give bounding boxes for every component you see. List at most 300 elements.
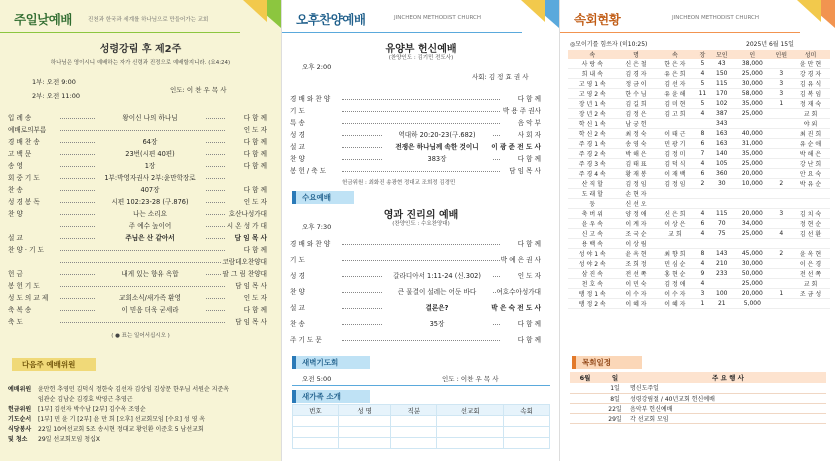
order-row <box>0 316 281 327</box>
cell-group-cell: 4 <box>694 109 710 119</box>
cell-group-cell: 1 <box>694 299 710 309</box>
order-item-leader: 시 온 성 가 대 <box>226 222 267 230</box>
cell-group-cell: 100 <box>710 289 733 299</box>
cell-group-cell: 교 회 <box>791 279 830 289</box>
cell-group-cell <box>655 189 694 199</box>
cell-group-cell: 30 <box>710 179 733 189</box>
cell-group-cell <box>772 199 791 209</box>
order-item-leader: 담 임 목 사 <box>234 234 267 242</box>
cell-group-cell: 3 <box>694 289 710 299</box>
cell-group-cell <box>772 149 791 159</box>
cell-group-cell: 6 <box>694 139 710 149</box>
order-item-label: 봉 헌 / 축 도 <box>290 167 327 175</box>
cell-group-cell: 주 경 1 속 <box>568 139 617 149</box>
order-row <box>0 208 281 219</box>
order-row <box>0 232 281 243</box>
cell-group-cell: 강 난 희 <box>791 159 830 169</box>
next-committee-row <box>8 404 146 413</box>
order-item-label: 헌 금 <box>8 270 23 278</box>
cell-group-cell: 장 년 2 속 <box>568 109 617 119</box>
cell-group-cell: 김 미 현 <box>655 99 694 109</box>
order-item-leader: 다 함 께 <box>243 306 267 314</box>
cell-table-header: 인 <box>733 50 772 59</box>
wednesday-title-text: 수요예배 <box>302 193 331 202</box>
cell-group-cell: 황 재 봉 <box>617 169 656 179</box>
cell-group-cell: 한 수 님 <box>617 89 656 99</box>
cell-table-header: 속 <box>655 50 694 59</box>
order-item-content: 35장 <box>382 318 492 328</box>
next-committee-label: 및 청소 <box>8 436 28 443</box>
order-item-content: 큰 물결이 설레는 어둔 바다 <box>382 286 492 296</box>
order-item-label: 경 배 찬 송 <box>8 138 40 146</box>
order-item-label: 예배로의부름 <box>8 126 47 134</box>
order-row <box>0 124 281 135</box>
next-committee-value: [1부] 민 윤 기 [2부] 윤 만 희 [오후] 선교회모임 [수요] 성 영 옥 <box>38 416 206 423</box>
bulletin-date: 2025년 6월 15일 <box>746 41 794 48</box>
order-dots <box>60 318 225 323</box>
order-item-leader: 여호수아성가대 <box>496 288 541 296</box>
schedule-cell: 29일 <box>600 413 630 423</box>
new-family-title-text: 새가족 소개 <box>302 392 341 401</box>
order-item-label: 설 교 <box>290 304 305 312</box>
order-item-leader: 다 함 께 <box>517 320 541 328</box>
cell-group-row <box>568 229 830 239</box>
cell-group-cell: 34,000 <box>733 219 772 229</box>
cell-group-row <box>568 109 830 119</box>
sermon-subtitle: (찬양인도 : 김기민 전도사) <box>388 55 454 61</box>
cell-group-cell <box>772 59 791 69</box>
cell-group-cell: 김 정 미 <box>655 149 694 159</box>
cell-group-cell: 김 정 임 <box>617 179 656 189</box>
cell-group-cell: 양 정 애 <box>617 209 656 219</box>
cell-group-row <box>568 129 830 139</box>
cell-group-cell <box>791 189 830 199</box>
order-item-label: 설 교 <box>290 143 305 151</box>
schedule-header: 일 <box>600 372 630 383</box>
cell-group-cell: 정 현 순 <box>791 219 830 229</box>
cell-group-cell: 강 경 자 <box>791 69 830 79</box>
schedule-section-title <box>572 356 642 369</box>
header-subtitle: JINCHEON METHODIST CHURCH <box>394 15 482 21</box>
order-item-leader: 호산나성가대 <box>228 210 267 218</box>
order-row <box>282 270 559 281</box>
cell-group-row <box>568 59 830 69</box>
dawn-presider: 인도 : 이찬 우 목 사 <box>442 375 499 383</box>
cell-group-cell: 유 은 희 <box>655 69 694 79</box>
cell-group-cell: 전 선 쪽 <box>617 269 656 279</box>
schedule-cell <box>570 403 600 413</box>
order-item-label: 회 중 기 도 <box>8 174 40 182</box>
wednesday-section-title <box>292 191 354 204</box>
cell-group-row <box>568 219 830 229</box>
cell-group-cell <box>710 189 733 199</box>
order-item-leader: 다 함 께 <box>517 95 541 103</box>
schedule-cell <box>570 413 600 423</box>
order-row <box>0 196 281 207</box>
cell-table-header: 속 <box>568 50 617 59</box>
cell-group-cell: 산 직 할 <box>568 179 617 189</box>
cell-group-cell: 최 정 숙 <box>617 129 656 139</box>
cell-group-cell <box>772 299 791 309</box>
sermon-title: 성령강림 후 제2주 <box>99 44 182 55</box>
order-row <box>0 148 281 159</box>
cell-group-cell: 5 <box>694 59 710 69</box>
cell-group-cell: 김 치 숙 <box>791 209 830 219</box>
order-item-leader: 이 광 준 전 도 사 <box>491 143 541 151</box>
order-item-leader: 인 도 자 <box>517 272 541 280</box>
order-item-content: 교회소식/새가족 환영 <box>95 292 205 302</box>
next-committee-label: 식당봉사 <box>8 426 32 433</box>
cell-group-cell: 25,000 <box>733 159 772 169</box>
order-item-content: 갈라디아서 1:11-24 (신.302) <box>382 270 492 280</box>
corner-decoration-accent <box>797 0 821 22</box>
cell-group-cell <box>710 279 733 289</box>
order-item-content: 왕이신 나의 하나님 <box>95 112 205 122</box>
cell-group-cell <box>772 129 791 139</box>
cell-group-cell: 35,000 <box>733 99 772 109</box>
order-item-label: 찬 송 <box>8 186 23 194</box>
order-row <box>282 165 559 176</box>
order-item-label: 성 경 <box>290 272 305 280</box>
order-item-label: 찬 송 <box>290 320 305 328</box>
cell-group-cell: 남 궁 헌 <box>617 119 656 129</box>
dawn-prayer-section-title <box>292 356 370 369</box>
cell-table-header: 성미 <box>791 50 830 59</box>
cell-group-cell: 김 선 자 <box>655 79 694 89</box>
cell-table-header: 모인 <box>710 50 733 59</box>
header-subtitle: JINCHEON METHODIST CHURCH <box>672 15 760 21</box>
cell-group-row <box>568 279 830 289</box>
order-item-label: 찬 양 <box>290 288 305 296</box>
sermon-title: 유양부 헌신예배 <box>385 44 457 55</box>
cell-group-cell: 20,000 <box>733 209 772 219</box>
next-committee-label: 기도순서 <box>8 416 32 423</box>
next-committee-row <box>8 424 204 433</box>
order-row <box>282 334 559 345</box>
cell-group-cell: 민 심 순 <box>655 259 694 269</box>
cell-group-row <box>568 289 830 299</box>
cell-group-cell: 김 태 표 <box>617 159 656 169</box>
cell-group-cell: 주 경 4 속 <box>568 169 617 179</box>
cell-table-header: 인원 <box>772 50 791 59</box>
cell-group-cell: 50,000 <box>733 269 772 279</box>
cell-group-cell: 25,000 <box>733 69 772 79</box>
cell-group-cell <box>655 119 694 129</box>
next-committee-label: 예배위원 <box>8 386 32 393</box>
order-item-label: 고 백 문 <box>8 150 32 158</box>
cell-group-cell: 40,000 <box>733 129 772 139</box>
schedule-row <box>570 403 826 413</box>
cell-group-cell: 손 현 자 <box>617 189 656 199</box>
schedule-row <box>570 383 826 393</box>
order-item-leader: 코람데오찬양대 <box>222 258 267 266</box>
wednesday-sermon-subtitle: (찬양인도 : 수요찬양대) <box>392 221 450 227</box>
order-dots <box>342 107 500 112</box>
cell-group-cell: 25,000 <box>733 109 772 119</box>
cell-group-row <box>568 119 830 129</box>
cell-group-cell: 35,000 <box>733 149 772 159</box>
cell-group-row <box>568 79 830 89</box>
cell-group-cell: 최 향 희 <box>655 249 694 259</box>
cell-group-cell: 38,000 <box>733 59 772 69</box>
cell-group-cell: 170 <box>710 89 733 99</box>
cell-group-cell: 20,000 <box>733 289 772 299</box>
cell-group-cell <box>772 119 791 129</box>
cell-group-cell: 143 <box>710 249 733 259</box>
order-item-content: 나는 소리요 <box>95 208 205 218</box>
order-item-leader: 박 용 주 권사 <box>502 107 541 115</box>
cell-group-cell: 희 내 속 <box>568 69 617 79</box>
order-dots <box>60 126 225 131</box>
order-item-label: 경 배 와 찬 양 <box>290 240 331 248</box>
cell-group-row <box>568 199 830 209</box>
cell-group-cell: 이 수 자 <box>655 289 694 299</box>
schedule-cell: 22일 <box>600 403 630 413</box>
cell-group-panel <box>559 0 835 461</box>
order-row <box>282 153 559 164</box>
order-dots <box>60 258 225 263</box>
cell-group-cell <box>733 189 772 199</box>
cell-group-cell: 11 <box>694 89 710 99</box>
cell-group-cell: 4 <box>694 69 710 79</box>
cell-group-cell: 이 상 림 <box>617 239 656 249</box>
cell-group-cell: 학 신 2 속 <box>568 129 617 139</box>
cell-group-cell: 4 <box>694 279 710 289</box>
new-family-header: 속회 <box>504 405 550 416</box>
cell-group-cell: 233 <box>710 269 733 279</box>
service-time-2: 2부: 오전 11:00 <box>32 92 81 100</box>
cell-group-cell <box>733 119 772 129</box>
order-row <box>0 256 281 267</box>
cell-group-cell <box>733 239 772 249</box>
cell-group-cell: 이 재 백 <box>655 169 694 179</box>
new-family-header: 성 명 <box>338 405 391 416</box>
order-item-label: 특 송 <box>290 119 305 127</box>
schedule-cell: 각 선교회 모임 <box>630 413 826 423</box>
order-row <box>0 304 281 315</box>
cell-group-cell: 탱 정 2 속 <box>568 299 617 309</box>
cell-group-row <box>568 239 830 249</box>
cell-group-row <box>568 249 830 259</box>
cell-group-cell: 장 년 1 속 <box>568 99 617 109</box>
cell-group-cell: 5 <box>694 99 710 109</box>
cell-group-cell: 전 선 쪽 <box>791 269 830 279</box>
cell-group-cell: 9 <box>694 269 710 279</box>
cell-group-cell: 163 <box>710 139 733 149</box>
new-family-section-title <box>292 390 370 403</box>
cell-group-cell <box>655 239 694 249</box>
order-item-leader: 팔 그 림 찬양대 <box>222 270 267 278</box>
order-item-label: 봉 헌 기 도 <box>8 282 40 290</box>
next-committee-row <box>8 394 133 403</box>
cell-group-cell <box>772 219 791 229</box>
order-row <box>0 244 281 255</box>
schedule-cell <box>570 383 600 393</box>
cell-group-cell <box>733 199 772 209</box>
order-item-label: 성 도 의 교 제 <box>8 294 49 302</box>
cell-group-cell: 천 호 속 <box>568 279 617 289</box>
cell-group-cell: 4 <box>772 229 791 239</box>
cell-group-cell: 용 백 속 <box>568 239 617 249</box>
new-family-header: 번호 <box>293 405 339 416</box>
order-row <box>282 105 559 116</box>
cell-group-cell <box>772 159 791 169</box>
cell-group-cell: 8 <box>694 129 710 139</box>
cell-group-cell: 6 <box>694 169 710 179</box>
cell-group-cell <box>710 199 733 209</box>
order-row <box>0 184 281 195</box>
cell-group-cell: 이 수 자 <box>617 289 656 299</box>
cell-group-cell: 윤 만 현 <box>791 59 830 69</box>
cell-group-cell <box>694 119 710 129</box>
cell-group-cell: 학 신 1 속 <box>568 119 617 129</box>
order-dots <box>342 256 500 261</box>
cell-group-cell: 고 영 2 속 <box>568 89 617 99</box>
new-family-table <box>292 404 550 449</box>
cell-group-cell: 5 <box>694 79 710 89</box>
cell-group-cell: 주 경 3 속 <box>568 159 617 169</box>
next-week-title-text: 다음주 예배위원 <box>22 360 76 369</box>
order-item-leader: 다 함 께 <box>517 240 541 248</box>
order-item-content: 이 믿음 더욱 굳세라 <box>95 304 205 314</box>
order-row <box>282 117 559 128</box>
cell-group-cell: 정 재 숙 <box>791 99 830 109</box>
schedule-table <box>570 372 826 424</box>
cell-group-cell: 31,000 <box>733 139 772 149</box>
presider: 사회: 김 정 효 권 사 <box>472 73 529 81</box>
motto: ◎모이기를 힘쓰자 (히10:25) <box>570 41 648 48</box>
order-item-leader: 담 임 목 사 <box>235 318 267 326</box>
cell-group-cell: 이 혜 자 <box>617 299 656 309</box>
cell-group-cell: 이 혜 자 <box>655 299 694 309</box>
next-committee-row <box>8 384 229 393</box>
cell-group-cell: 탱 정 1 속 <box>568 289 617 299</box>
order-item-leader: 사 회 자 <box>517 131 541 139</box>
dawn-title-text: 새벽기도회 <box>302 358 339 367</box>
cell-group-cell: 20,000 <box>733 169 772 179</box>
cell-group-cell: 10,000 <box>733 179 772 189</box>
schedule-cell: 8일 <box>600 393 630 403</box>
cell-group-cell <box>772 259 791 269</box>
cell-group-cell: 4 <box>694 159 710 169</box>
schedule-cell: 음악부 헌신예배 <box>630 403 826 413</box>
cell-group-cell: 6 <box>694 219 710 229</box>
cell-group-cell <box>791 199 830 209</box>
cell-group-cell: 43 <box>710 59 733 69</box>
schedule-cell <box>570 393 600 403</box>
cell-group-cell <box>694 239 710 249</box>
schedule-cell: 1일 <box>600 383 630 393</box>
cell-group-cell <box>772 169 791 179</box>
cell-group-cell: 성 야 1 속 <box>568 249 617 259</box>
order-row <box>282 129 559 140</box>
cell-group-cell: 윤 우 속 <box>568 219 617 229</box>
sunday-service-panel <box>0 0 281 461</box>
order-row <box>282 318 559 329</box>
schedule-row <box>570 393 826 403</box>
next-week-section-title <box>12 358 96 371</box>
dawn-time: 오전 5:00 <box>302 375 332 383</box>
order-row <box>282 286 559 297</box>
cell-group-cell: 윤 옥 현 <box>791 249 830 259</box>
order-dots <box>342 240 500 245</box>
cell-group-cell <box>772 269 791 279</box>
order-row <box>282 302 559 313</box>
cell-group-cell: 45,000 <box>733 249 772 259</box>
cell-group-cell: 신 은 희 <box>655 209 694 219</box>
cell-group-row <box>568 269 830 279</box>
cell-group-cell: 58,000 <box>733 89 772 99</box>
order-item-content: 전쟁은 하나님께 속한 것이니 <box>382 141 492 151</box>
cell-group-cell: 박 해 은 <box>791 149 830 159</box>
order-item-leader: 다 함 께 <box>517 155 541 163</box>
order-row <box>0 220 281 231</box>
cell-group-cell: 김 정 은 <box>617 109 656 119</box>
cell-group-cell: 김 유 식 <box>791 79 830 89</box>
cell-group-cell: 김 선 환 <box>791 229 830 239</box>
standing-note: ( ● 표는 일어서십시오 ) <box>111 333 170 339</box>
cell-group-cell: 이 계 자 <box>617 219 656 229</box>
order-row <box>0 292 281 303</box>
wednesday-time: 오후 7:30 <box>302 223 332 231</box>
order-item-leader: 다 함 께 <box>243 162 267 170</box>
cell-group-cell: 윤 옥 현 <box>617 249 656 259</box>
order-item-leader: 다 함 께 <box>243 150 267 158</box>
panel-header <box>560 0 835 34</box>
cell-group-cell: 70 <box>710 219 733 229</box>
order-row <box>282 238 559 249</box>
cell-group-cell: 교 회 <box>791 109 830 119</box>
cell-group-cell: 김 정 애 <box>655 279 694 289</box>
cell-group-cell: 1 <box>772 99 791 109</box>
scripture-verse: 하나님은 영이시니 예배하는 자가 신령과 진정으로 예배할지니라. (요4:24) <box>50 60 231 66</box>
order-item-content: 383장 <box>382 153 492 163</box>
cell-group-row <box>568 149 830 159</box>
cell-group-cell <box>710 239 733 249</box>
schedule-row <box>570 413 826 423</box>
order-item-leader: 담 임 목 사 <box>235 282 267 290</box>
service-time: 오후 2:00 <box>302 63 332 71</box>
new-family-header: 직분 <box>391 405 437 416</box>
cell-group-cell: 105 <box>710 159 733 169</box>
cell-group-cell: 도 래 할 <box>568 189 617 199</box>
schedule-header: 주 요 행 사 <box>630 372 826 383</box>
afternoon-service-panel <box>281 0 559 461</box>
header-subtitle: 진천과 한국과 세계를 하나님으로 만들어가는 교회 <box>88 17 209 23</box>
cell-group-cell: 4 <box>694 229 710 239</box>
cell-group-cell <box>772 109 791 119</box>
order-item-content: 주 예수 높이어 <box>95 220 205 230</box>
cell-group-row <box>568 139 830 149</box>
cell-group-cell <box>772 139 791 149</box>
next-committee-row <box>8 414 205 423</box>
order-dots <box>60 282 225 287</box>
cell-group-cell: 이 은 경 <box>791 259 830 269</box>
cell-group-cell: 최 진 희 <box>791 129 830 139</box>
cell-group-row <box>568 259 830 269</box>
wednesday-sermon-title: 영과 진리의 예배 <box>383 210 459 221</box>
order-item-leader: 다 함 께 <box>243 186 267 194</box>
schedule-cell: 명신도주일 <box>630 383 826 393</box>
order-row <box>0 136 281 147</box>
cell-group-cell: 75 <box>710 229 733 239</box>
corner-decoration-accent <box>521 0 545 22</box>
cell-group-cell: 조 희 정 <box>617 259 656 269</box>
cell-group-cell: 홍 현 순 <box>655 269 694 279</box>
cell-group-cell <box>655 199 694 209</box>
order-row <box>282 254 559 265</box>
cell-group-row <box>568 209 830 219</box>
